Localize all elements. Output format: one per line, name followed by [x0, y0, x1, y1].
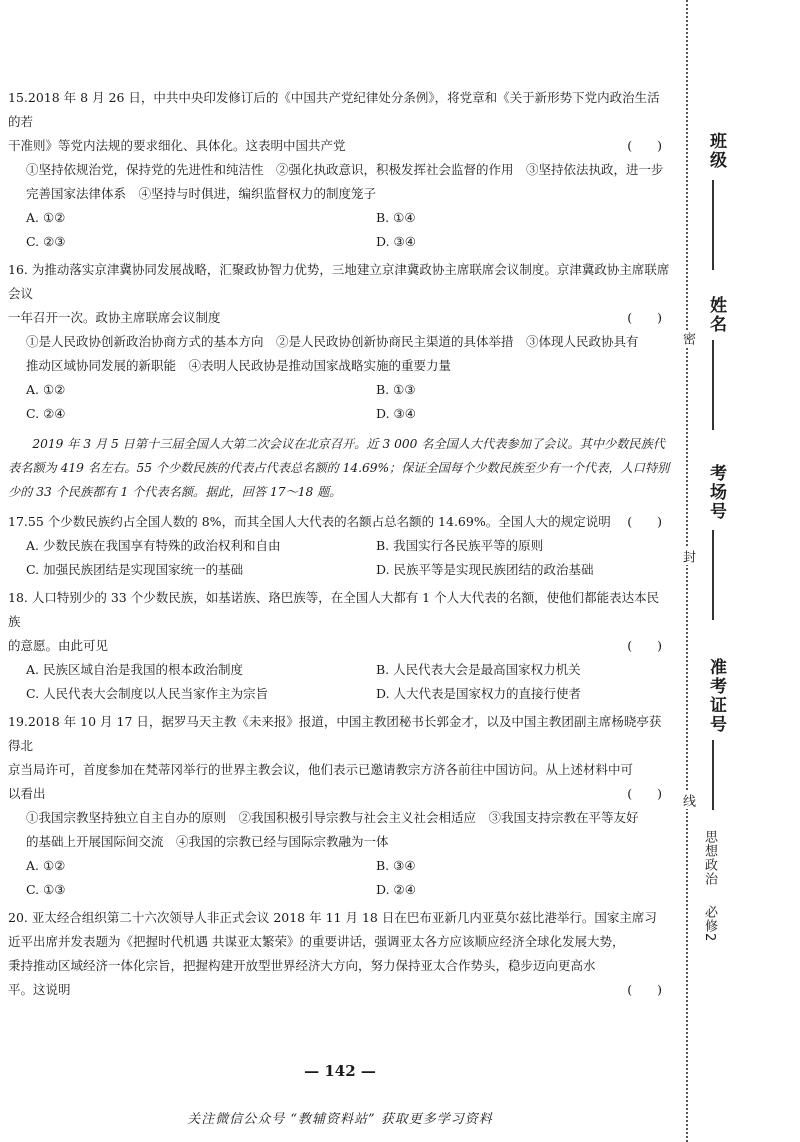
statement-line: ①我国宗教坚持独立自主自办的原则 ②我国积极引导宗教与社会主义社会相适应 ③我国支持宗教在平等友好 — [26, 810, 639, 825]
statement-line: 推动区域协同发展的新职能 ④表明人民政协是推动国家战略实施的重要力量 — [26, 358, 452, 373]
statement-line: ①是人民政协创新政治协商方式的基本方向 ②是人民政协创新协商民主渠道的具体举措 ③体现人民政协具有 — [26, 334, 639, 349]
option: D. ③④ — [376, 406, 416, 421]
binding-dotted-line — [686, 0, 688, 1142]
question-stem-line: 17.55 个少数民族约占全国人数的 8%，而其全国人大代表的名额占总名额的 14.69%。全国人大的规定说明 ( ) — [8, 510, 670, 534]
option: C. 加强民族团结是实现国家统一的基础 — [26, 562, 244, 577]
page-number: — 142 — — [304, 1062, 376, 1080]
answer-paren: ( ) — [627, 786, 662, 801]
question-stem-line: 干准则》等党内法规的要求细化、具体化。这表明中国共产党 ( ) — [8, 134, 670, 158]
option: D. ③④ — [376, 234, 416, 249]
statement-line: 的基础上开展国际间交流 ④我国的宗教已经与国际宗教融为一体 — [26, 834, 389, 849]
question-stem-line: 16. 为推动落实京津冀协同发展战略，汇聚政协智力优势，三地建立京津冀政协主席联席会议制度。京津冀政协主席联席会议 — [8, 262, 670, 301]
admission-id-label: 准考证号 — [706, 658, 726, 734]
footer-notice: 关注微信公众号 “教辅资料站” 获取更多学习资料 — [187, 1112, 493, 1127]
option: B. 人民代表大会是最高国家权力机关 — [376, 662, 581, 677]
options-grid — [26, 378, 670, 426]
question — [8, 710, 670, 902]
question — [8, 586, 670, 706]
option: A. ①② — [26, 858, 66, 873]
options-grid — [26, 534, 670, 582]
option: C. 人民代表大会制度以人民当家作主为宗旨 — [26, 686, 269, 701]
exam-room-label: 考场号 — [706, 464, 726, 521]
name-label: 姓名 — [706, 296, 726, 334]
book-name: 必修2 — [702, 905, 717, 943]
question — [8, 258, 670, 426]
option: A. 少数民族在我国享有特殊的政治权利和自由 — [26, 538, 281, 553]
answer-paren: ( ) — [627, 982, 662, 997]
seal-char-feng: 封 — [680, 550, 695, 563]
subject-label — [700, 830, 719, 956]
question-stem-line: 19.2018 年 10 月 17 日，据罗马天主教《未来报》报道，中国主教团秘书长郭金才，以及中国主教团副主席杨晓亭获得北 — [8, 714, 662, 753]
option: B. ③④ — [376, 858, 416, 873]
seal-char-mi: 密 — [680, 332, 695, 345]
question-stem-line: 20. 亚太经合组织第二十六次领导人非正式会议 2018 年 11 月 18 日在巴布亚新几内亚莫尔兹比港举行。国家主席习 — [8, 910, 657, 925]
exam-room-blank-line — [712, 530, 714, 620]
question-stem-line: 平。这说明 ( ) — [8, 978, 670, 1002]
options-grid — [26, 658, 670, 706]
question-stem-line: 18. 人口特别少的 33 个少数民族，如基诺族、珞巴族等，在全国人大都有 1 个人大代表的名额，使他们都能表达本民族 — [8, 590, 660, 629]
option: B. 我国实行各民族平等的原则 — [376, 538, 544, 553]
statement-line: 完善国家法律体系 ④坚持与时俱进，编织监督权力的制度笼子 — [26, 186, 377, 201]
option: C. ②④ — [26, 406, 66, 421]
question — [8, 510, 670, 582]
subject-name: 思想政治 — [702, 830, 717, 886]
option: B. ①③ — [376, 382, 416, 397]
answer-paren: ( ) — [627, 138, 662, 153]
question — [8, 86, 670, 254]
question-stem-line: 京当局许可，首度参加在梵蒂冈举行的世界主教会议，他们表示已邀请教宗方济各前往中国访问。从上述材料中可 — [8, 762, 634, 777]
options-grid — [26, 206, 670, 254]
answer-paren: ( ) — [627, 310, 662, 325]
class-label: 班级 — [706, 132, 726, 170]
question-stem-line: 以看出 ( ) — [8, 782, 670, 806]
option: D. 民族平等是实现民族团结的政治基础 — [376, 562, 594, 577]
question-stem-line: 15.2018 年 8 月 26 日，中共中央印发修订后的《中国共产党纪律处分条例》，将党章和《关于新形势下党内政治生活的若 — [8, 90, 660, 129]
option: C. ①③ — [26, 882, 66, 897]
option: D. ②④ — [376, 882, 416, 897]
question-stem-line: 的意愿。由此可见 ( ) — [8, 634, 670, 658]
answer-paren: ( ) — [627, 638, 662, 653]
option: A. 民族区域自治是我国的根本政治制度 — [26, 662, 243, 677]
question-stem-line: 近平出席并发表题为《把握时代机遇 共谋亚太繁荣》的重要讲话，强调亚太各方应该顺应经济全球化发展大势， — [8, 934, 625, 949]
option: A. ①② — [26, 210, 66, 225]
answer-paren: ( ) — [627, 514, 662, 529]
question-stem-line: 一年召开一次。政协主席联席会议制度 ( ) — [8, 306, 670, 330]
reading-material: 2019 年 3 月 5 日第十三届全国人大第二次会议在北京召开。近 3 000 名全国人大代表参加了会议。其中少数民族代表名额为 419 名左右。55 个少数民族的代表占代表总名额的 14.69%；保证全国每个少数民族至少有一个代表，人口特别少的 33 个民族都有 1 个代表名额。据此，回答 17～18 题。 — [8, 437, 670, 499]
question — [8, 906, 670, 1002]
option: D. 人大代表是国家权力的直接行使者 — [376, 686, 582, 701]
question-area — [8, 86, 670, 1006]
statement-line: ①坚持依规治党，保持党的先进性和纯洁性 ②强化执政意识，积极发挥社会监督的作用 ③坚持依法执政，进一步 — [26, 162, 664, 177]
option: A. ①② — [26, 382, 66, 397]
question-stem-line: 秉持推动区域经济一体化宗旨，把握构建开放型世界经济大方向，努力保持亚太合作势头，稳步迈向更高水 — [8, 958, 596, 973]
option: C. ②③ — [26, 234, 66, 249]
options-grid — [26, 854, 670, 902]
admission-id-blank-line — [712, 740, 714, 810]
option: B. ①④ — [376, 210, 416, 225]
class-blank-line — [712, 180, 714, 270]
name-blank-line — [712, 340, 714, 430]
seal-char-xian: 线 — [680, 794, 695, 807]
